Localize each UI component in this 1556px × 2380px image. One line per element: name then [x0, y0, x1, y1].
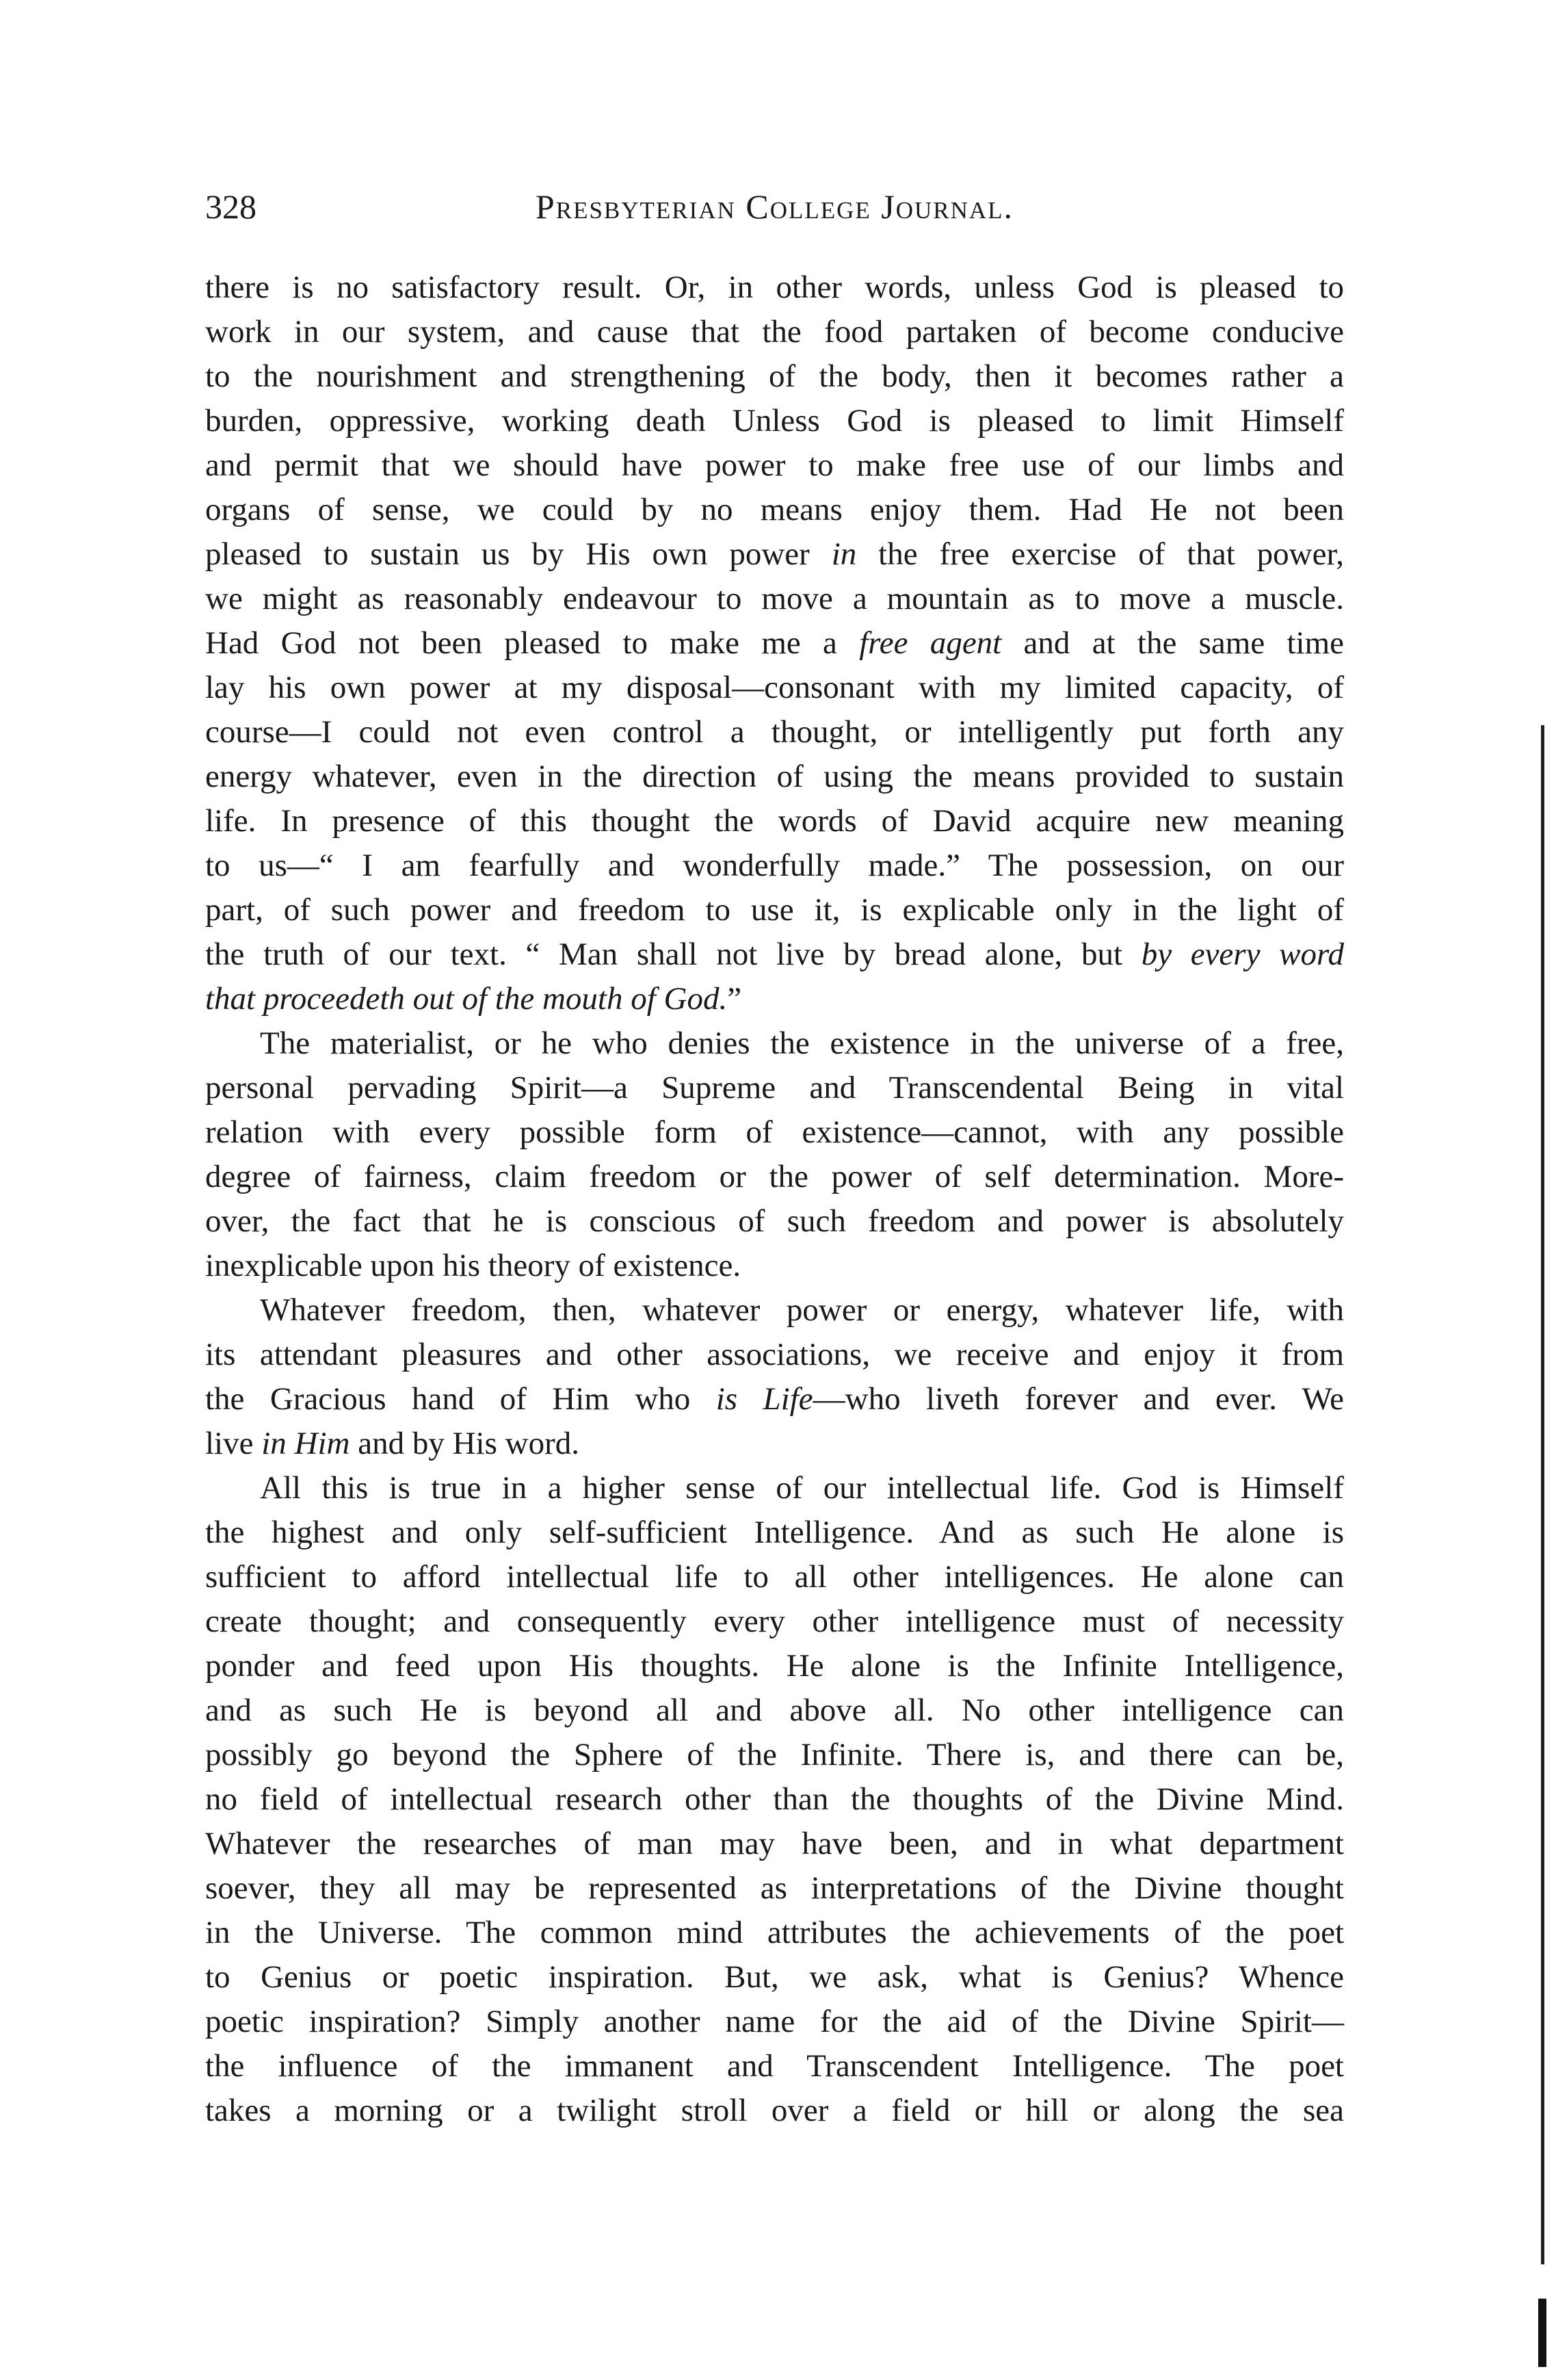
- italic-run: that proceedeth out of the mouth of God.: [205, 981, 728, 1017]
- text-line: takes a morning or a twilight stroll over a field or hill or along the sea: [205, 2093, 1344, 2128]
- scan-edge-shadow: [1541, 725, 1544, 2264]
- text-line: in the Universe. The common mind attributes the achievements of the poet: [205, 1915, 1344, 1950]
- text-line: there is no satisfactory result. Or, in other words, unless God is pleased to: [205, 270, 1344, 305]
- text-run: and by His word.: [350, 1426, 579, 1461]
- text-line: course—I could not even control a thought, or intelligently put forth any: [205, 714, 1344, 750]
- text-line: [205, 621, 1344, 666]
- text-line: life. In presence of this thought the words of David acquire new meaning: [205, 803, 1344, 839]
- text-line: work in our system, and cause that the food partaken of become conducive: [205, 314, 1344, 350]
- text-line: All this is true in a higher sense of our intellectual life. God is Himself: [260, 1470, 1344, 1506]
- page-number: 328: [205, 187, 256, 226]
- text-run: ”: [727, 981, 742, 1017]
- text-line: [205, 532, 1344, 577]
- scan-edge-mark: [1538, 2299, 1546, 2367]
- text-line: poetic inspiration? Simply another name for the aid of the Divine Spirit—: [205, 2004, 1344, 2039]
- text-run: the free exercise of that power,: [856, 536, 1344, 572]
- text-line: no field of intellectual research other than the thoughts of the Divine Mind.: [205, 1781, 1344, 1817]
- text-line: the influence of the immanent and Transcendent Intelligence. The poet: [205, 2048, 1344, 2084]
- text-line: to Genius or poetic inspiration. But, we ask, what is Genius? Whence: [205, 1959, 1344, 1995]
- italic-run: in: [831, 536, 857, 572]
- text-line: ponder and feed upon His thoughts. He alone is the Infinite Intelligence,: [205, 1648, 1344, 1684]
- italic-run: free agent: [859, 625, 1002, 661]
- text-line: [205, 1377, 1344, 1422]
- text-line: [205, 932, 1344, 977]
- text-line: [205, 977, 1344, 1021]
- text-line: Whatever the researches of man may have been, and in what department: [205, 1826, 1344, 1861]
- text-line: part, of such power and freedom to use it, is explicable only in the light of: [205, 892, 1344, 928]
- text-line: lay his own power at my disposal—consonant with my limited capacity, of: [205, 670, 1344, 705]
- text-run: Had God not been pleased to make me a: [205, 625, 860, 661]
- text-line: possibly go beyond the Sphere of the Infinite. There is, and there can be,: [205, 1737, 1344, 1773]
- italic-run: in Him: [261, 1426, 350, 1461]
- text-line: we might as reasonably endeavour to move a mountain as to move a muscle.: [205, 581, 1344, 616]
- text-line: personal pervading Spirit—a Supreme and Transcendental Being in vital: [205, 1070, 1344, 1106]
- italic-run: is Life: [715, 1381, 813, 1417]
- text-line: and as such He is beyond all and above all. No other intelligence can: [205, 1692, 1344, 1728]
- text-line: soever, they all may be represented as interpretations of the Divine thought: [205, 1870, 1344, 1906]
- text-line: create thought; and consequently every other intelligence must of necessity: [205, 1604, 1344, 1639]
- text-line: energy whatever, even in the direction of using the means provided to sustain: [205, 759, 1344, 794]
- text-line: and permit that we should have power to make free use of our limbs and: [205, 447, 1344, 483]
- text-line: sufficient to afford intellectual life to all other intelligences. He alone can: [205, 1559, 1344, 1595]
- text-line: over, the fact that he is conscious of such freedom and power is absolutely: [205, 1203, 1344, 1239]
- text-run: the Gracious hand of Him who: [205, 1381, 716, 1417]
- page-header: [205, 179, 1344, 234]
- text-line: to the nourishment and strengthening of the body, then it becomes rather a: [205, 358, 1344, 394]
- text-line: organs of sense, we could by no means enjoy them. Had He not been: [205, 492, 1344, 527]
- text-line: to us—“ I am fearfully and wonderfully made.” The possession, on our: [205, 848, 1344, 883]
- italic-run: by every word: [1141, 937, 1344, 972]
- running-title: Presbyterian College Journal.: [535, 187, 1014, 226]
- text-line: inexplicable upon his theory of existence.: [205, 1248, 741, 1283]
- text-line: relation with every possible form of existence—cannot, with any possible: [205, 1114, 1344, 1150]
- text-line: its attendant pleasures and other associations, we receive and enjoy it from: [205, 1337, 1344, 1372]
- text-line: the highest and only self-sufficient Intelligence. And as such He alone is: [205, 1515, 1344, 1550]
- text-run: live: [205, 1426, 262, 1461]
- text-line: The materialist, or he who denies the existence in the universe of a free,: [260, 1025, 1344, 1061]
- text-run: and at the same time: [1001, 625, 1345, 661]
- text-line: [205, 1422, 1344, 1466]
- body-text: [205, 265, 1344, 2133]
- text-run: pleased to sustain us by His own power: [205, 536, 832, 572]
- text-line: degree of fairness, claim freedom or the power of self determination. More-: [205, 1159, 1344, 1194]
- text-run: —who liveth forever and ever. We: [813, 1381, 1344, 1417]
- text-line: burden, oppressive, working death Unless God is pleased to limit Himself: [205, 403, 1344, 439]
- text-run: the truth of our text. “ Man shall not live by bread alone, but: [205, 937, 1142, 972]
- text-line: Whatever freedom, then, whatever power or energy, whatever life, with: [260, 1292, 1344, 1328]
